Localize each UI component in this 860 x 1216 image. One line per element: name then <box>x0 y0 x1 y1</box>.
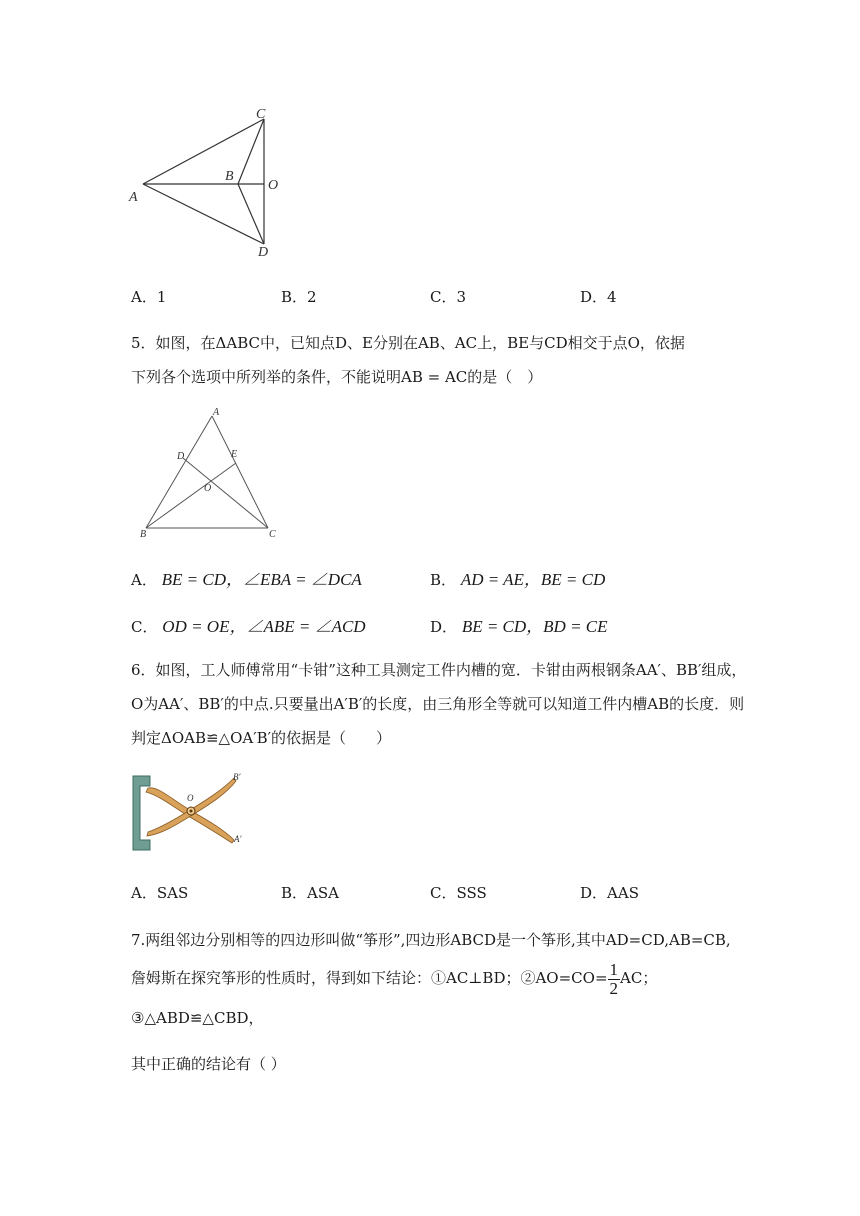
q4-option-c-text: 3 <box>456 288 467 306</box>
q6-option-d <box>580 882 639 903</box>
q6-label-O: O <box>187 793 194 803</box>
q6-figure <box>130 768 260 852</box>
q6-option-b-text: ASA <box>307 884 339 902</box>
q7-fraction-denominator: 2 <box>609 978 619 998</box>
q5-option-b <box>430 565 605 590</box>
q6-option-a-letter: A． <box>131 884 157 902</box>
q5-option-a-letter: A． <box>131 571 157 589</box>
q5-option-d-letter: D． <box>430 618 458 636</box>
q6-label-A-prime: A′ <box>234 834 242 844</box>
q4-option-c-letter: C． <box>430 288 457 306</box>
q7-stem-line4: 其中正确的结论有（ ） <box>131 1055 286 1073</box>
q5-label-A: A <box>213 407 220 418</box>
q6-option-b-letter: B． <box>281 884 308 902</box>
q6-option-a <box>131 882 188 903</box>
q4-option-a-text: 1 <box>156 288 167 306</box>
q4-figure <box>126 102 286 262</box>
q4-label-O: O <box>268 178 279 193</box>
q7-stem-line1: 7.两组邻边分别相等的四边形叫做“筝形”,四边形ABCD是一个筝形,其中AD=CD,AB=CB, <box>131 931 731 949</box>
q7-line2-pre: 詹姆斯在探究筝形的性质时，得到如下结论：①AC⊥BD；②AO=CO= <box>131 969 608 987</box>
q6-option-c-letter: C． <box>430 884 457 902</box>
q4-label-D: D <box>258 245 269 260</box>
q4-option-d-text: 4 <box>607 288 617 306</box>
q7-fraction <box>608 961 621 998</box>
q6-option-a-text: SAS <box>156 884 189 902</box>
q5-option-b-letter: B． <box>430 571 457 589</box>
q6-label-B-prime: B′ <box>233 772 241 782</box>
q4-option-d <box>580 286 617 307</box>
q6-stem-line1: 6．如图，工人师傅常用“卡钳”这种工具测定工件内槽的宽．卡钳由两根钢条AA′、BB′组成， <box>131 661 747 679</box>
q5-option-d <box>430 612 608 637</box>
q4-option-b-text: 2 <box>307 288 317 306</box>
q5-option-c-letter: C． <box>131 618 158 636</box>
q6-option-b <box>281 882 339 903</box>
q6-stem-line3: 判定ΔOAB≌△OA′B′的依据是（ ） <box>131 729 392 747</box>
q6-option-d-text: AAS <box>607 884 639 902</box>
q5-option-c-text: OD = OE，∠ABE = ∠ACD <box>162 617 366 636</box>
q5-stem-line1: 5．如图，在ΔABC中，已知点D、E分别在AB、AC上，BE与CD相交于点O，依据 <box>131 334 685 352</box>
q5-option-d-text: BE = CD，BD = CE <box>461 617 608 636</box>
q4-label-B: B <box>225 169 234 184</box>
q7-stem-line2 <box>131 960 657 998</box>
q4-option-d-letter: D． <box>580 288 608 306</box>
q4-option-b <box>281 286 317 307</box>
q4-option-a <box>131 286 166 307</box>
q5-label-B: B <box>140 529 147 540</box>
workpiece-slot <box>133 776 150 850</box>
q4-option-a-letter: A． <box>131 288 157 306</box>
q6-stem-line2: O为AA′、BB′的中点.只要量出A′B′的长度，由三角形全等就可以知道工件内槽AB的长度．则 <box>131 695 745 713</box>
q4-label-A: A <box>129 190 138 205</box>
q5-label-C: C <box>269 529 276 540</box>
q5-option-a <box>131 565 362 590</box>
q5-label-D: D <box>177 451 185 462</box>
q4-option-c <box>430 286 466 307</box>
q5-label-E: E <box>231 449 238 460</box>
q5-figure <box>138 404 288 542</box>
q6-option-c <box>430 882 487 903</box>
q6-option-c-text: SSS <box>456 884 487 902</box>
q7-fraction-numerator: 1 <box>609 959 619 979</box>
q5-stem-line2: 下列各个选项中所列举的条件，不能说明AB = AC的是（ ） <box>131 368 543 386</box>
q5-option-c <box>131 612 366 637</box>
q4-label-C: C <box>256 107 266 122</box>
q7-stem-line3: ③△ABD≌△CBD， <box>131 1009 264 1027</box>
q6-option-d-letter: D． <box>580 884 608 902</box>
q7-line2-post: AC； <box>620 969 658 987</box>
q5-option-b-text: AD = AE，BE = CD <box>460 570 606 589</box>
q5-label-O: O <box>204 483 212 494</box>
q4-option-b-letter: B． <box>281 288 308 306</box>
q5-option-a-text: BE = CD，∠EBA = ∠DCA <box>161 570 362 589</box>
